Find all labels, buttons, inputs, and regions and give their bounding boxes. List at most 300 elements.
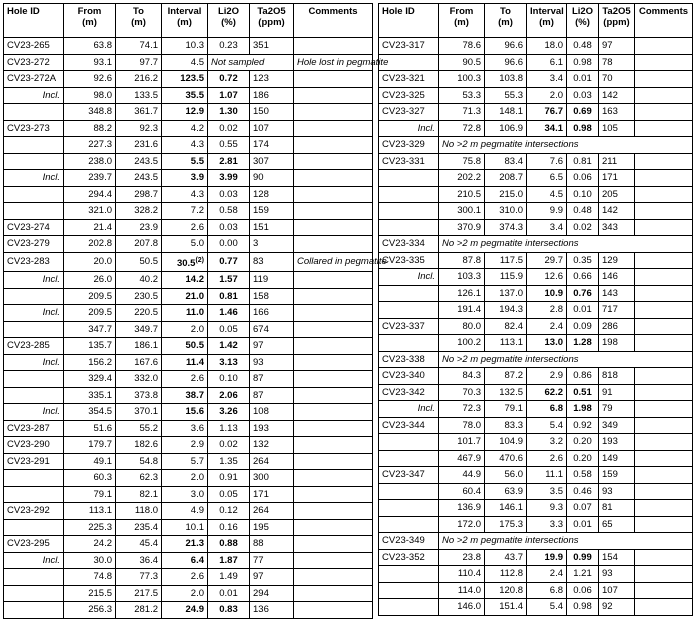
hole-id-cell: CV23-331: [379, 153, 439, 170]
to-cell: 220.5: [116, 305, 162, 322]
to-cell: 87.2: [485, 368, 527, 385]
interval-cell: [162, 338, 208, 355]
ta2o5-cell: 264: [250, 503, 294, 520]
from-cell: 354.5: [64, 404, 116, 421]
from-cell: 300.1: [439, 203, 485, 220]
ta2o5-cell: 171: [250, 486, 294, 503]
table-row: [4, 437, 373, 454]
hole-id-cell: Incl.: [4, 354, 64, 371]
table-row: [4, 486, 373, 503]
from-cell: 20.0: [64, 252, 116, 272]
hole-id-cell: CV23-338: [379, 351, 439, 368]
comment-cell: [294, 585, 373, 602]
to-cell: 104.9: [485, 434, 527, 451]
comment-cell: [635, 483, 693, 500]
to-cell: 182.6: [116, 437, 162, 454]
ta2o5-cell: 90: [250, 170, 294, 187]
interval-cell: [162, 453, 208, 470]
hole-id-cell: CV23-273: [4, 120, 64, 137]
comment-cell: [294, 602, 373, 619]
interval-value: 29.7: [544, 254, 563, 266]
interval-cell: [162, 470, 208, 487]
interval-value: 3.4: [549, 221, 563, 233]
comment-cell: [294, 87, 373, 104]
to-cell: 332.0: [116, 371, 162, 388]
from-cell: 93.1: [64, 54, 116, 71]
to-cell: 230.5: [116, 288, 162, 305]
ta2o5-cell: 129: [599, 252, 635, 269]
comment-cell: [294, 536, 373, 553]
hole-id-cell: [4, 569, 64, 586]
interval-value: 15.6: [185, 406, 204, 418]
hole-id-cell: Incl.: [4, 272, 64, 289]
table-row: [4, 272, 373, 289]
ta2o5-cell: 307: [250, 153, 294, 170]
table-row: [379, 153, 693, 170]
to-cell: 113.1: [485, 335, 527, 352]
header-from: From (m): [439, 4, 485, 38]
hole-id-cell: CV23-342: [379, 384, 439, 401]
ta2o5-cell: 186: [250, 87, 294, 104]
to-cell: 77.3: [116, 569, 162, 586]
from-cell: 156.2: [64, 354, 116, 371]
ta2o5-cell: 205: [599, 186, 635, 203]
li2o-cell: 2.81: [208, 153, 250, 170]
no-intersection-note: No >2 m pegmatite intersections: [439, 351, 693, 368]
to-cell: 83.3: [485, 417, 527, 434]
from-cell: 49.1: [64, 453, 116, 470]
from-cell: 63.8: [64, 38, 116, 55]
hole-id-cell: Incl.: [4, 305, 64, 322]
li2o-cell: 0.58: [208, 203, 250, 220]
interval-cell: [162, 420, 208, 437]
ta2o5-cell: 93: [599, 566, 635, 583]
comment-cell: [635, 566, 693, 583]
interval-value: 9.3: [549, 502, 563, 513]
interval-cell: [162, 305, 208, 322]
interval-value: 2.0: [549, 89, 563, 101]
li2o-cell: 0.05: [208, 321, 250, 338]
table-row: [4, 186, 373, 203]
ta2o5-cell: 264: [250, 453, 294, 470]
from-cell: 110.4: [439, 566, 485, 583]
ta2o5-cell: 159: [250, 203, 294, 220]
interval-value: 21.3: [185, 538, 204, 550]
to-cell: 231.6: [116, 137, 162, 154]
interval-cell: [527, 170, 567, 187]
interval-cell: [162, 203, 208, 220]
hole-id-cell: [4, 602, 64, 619]
interval-value: 9.9: [549, 205, 563, 216]
table-row: [4, 104, 373, 121]
to-cell: 40.2: [116, 272, 162, 289]
li2o-cell: 0.01: [567, 71, 599, 88]
hole-id-cell: CV23-344: [379, 417, 439, 434]
li2o-cell: 0.77: [208, 252, 250, 272]
interval-value: 2.0: [190, 472, 204, 484]
hole-id-cell: CV23-340: [379, 368, 439, 385]
hole-id-cell: CV23-285: [4, 338, 64, 355]
ta2o5-cell: 166: [250, 305, 294, 322]
li2o-cell: 0.01: [567, 516, 599, 533]
from-cell: 329.4: [64, 371, 116, 388]
hole-id-cell: Incl.: [4, 404, 64, 421]
hole-id-cell: CV23-295: [4, 536, 64, 553]
header-interval: Interval (m): [162, 4, 208, 38]
interval-cell: [162, 170, 208, 187]
interval-value: 11.1: [545, 469, 563, 480]
comment-cell: [635, 450, 693, 467]
interval-cell: [527, 71, 567, 88]
from-cell: 347.7: [64, 321, 116, 338]
from-cell: 80.0: [439, 318, 485, 335]
li2o-cell: 0.03: [208, 186, 250, 203]
hole-id-cell: CV23-329: [379, 137, 439, 154]
hole-id-cell: CV23-291: [4, 453, 64, 470]
interval-value: 5.4: [549, 601, 563, 612]
table-row: [4, 536, 373, 553]
to-cell: 217.5: [116, 585, 162, 602]
not-sampled-note: Not sampled: [208, 54, 294, 71]
interval-value: 11.0: [186, 307, 204, 319]
from-cell: 370.9: [439, 219, 485, 236]
comment-cell: [635, 434, 693, 451]
interval-cell: [162, 569, 208, 586]
interval-cell: [162, 186, 208, 203]
to-cell: 63.9: [485, 483, 527, 500]
from-cell: 90.5: [439, 54, 485, 71]
interval-value: 2.6: [190, 373, 204, 385]
li2o-cell: 0.76: [567, 285, 599, 302]
interval-value: 10.3: [185, 40, 204, 51]
table-row: [4, 87, 373, 104]
interval-value: 76.7: [544, 106, 563, 117]
header-hole-id: Hole ID: [379, 4, 439, 38]
header-to: To (m): [485, 4, 527, 38]
table-row: [4, 219, 373, 236]
from-cell: 78.6: [439, 38, 485, 55]
comment-cell: [294, 153, 373, 170]
interval-cell: [162, 585, 208, 602]
hole-id-cell: CV23-334: [379, 236, 439, 253]
li2o-cell: 0.01: [208, 585, 250, 602]
interval-cell: [527, 104, 567, 121]
interval-value: 3.5: [549, 485, 563, 497]
table-row: [379, 236, 693, 253]
ta2o5-cell: 174: [250, 137, 294, 154]
ta2o5-cell: 198: [599, 335, 635, 352]
interval-cell: [162, 354, 208, 371]
comment-cell: Collared in pegmatite: [294, 252, 373, 272]
interval-cell: [527, 450, 567, 467]
ta2o5-cell: 674: [250, 321, 294, 338]
hole-id-cell: Incl.: [4, 552, 64, 569]
table-row: [379, 120, 693, 137]
hole-id-cell: CV23-325: [379, 87, 439, 104]
comment-cell: [294, 305, 373, 322]
table-row: [4, 120, 373, 137]
hole-id-cell: CV23-337: [379, 318, 439, 335]
table-header-row: [379, 4, 693, 38]
comment-cell: [294, 338, 373, 355]
interval-cell: [162, 38, 208, 55]
li2o-cell: 0.07: [567, 500, 599, 517]
header-li2o: Li2O (%): [208, 4, 250, 38]
comment-cell: [294, 569, 373, 586]
hole-id-cell: CV23-292: [4, 503, 64, 520]
to-cell: 112.8: [485, 566, 527, 583]
table-row: [4, 602, 373, 619]
interval-value: 4.5: [549, 188, 563, 200]
comment-cell: [635, 500, 693, 517]
hole-id-cell: [379, 516, 439, 533]
interval-value: 50.5: [185, 340, 204, 352]
li2o-cell: 0.98: [567, 120, 599, 137]
table-row: [4, 503, 373, 520]
interval-value: 6.5: [549, 172, 563, 183]
li2o-cell: 0.05: [208, 486, 250, 503]
hole-id-cell: [4, 486, 64, 503]
interval-value: 2.8: [549, 304, 563, 315]
interval-value: 12.6: [544, 271, 563, 282]
interval-value: 123.5: [180, 73, 204, 84]
table-row: [379, 71, 693, 88]
table-row: [379, 285, 693, 302]
li2o-cell: 1.28: [567, 335, 599, 352]
table-row: [379, 483, 693, 500]
from-cell: 113.1: [64, 503, 116, 520]
li2o-cell: 1.98: [567, 401, 599, 418]
header-comments: Comments: [294, 4, 373, 38]
hole-id-cell: CV23-352: [379, 549, 439, 566]
li2o-cell: 0.10: [208, 371, 250, 388]
interval-cell: [162, 486, 208, 503]
comment-cell: [294, 137, 373, 154]
ta2o5-cell: 88: [250, 536, 294, 553]
from-cell: 239.7: [64, 170, 116, 187]
interval-value: 19.9: [544, 551, 563, 563]
li2o-cell: 3.99: [208, 170, 250, 187]
interval-value: 3.3: [549, 518, 563, 530]
to-cell: 186.1: [116, 338, 162, 355]
interval-value: 2.6: [190, 571, 204, 583]
interval-cell: [162, 87, 208, 104]
to-cell: 74.1: [116, 38, 162, 55]
hole-id-cell: CV23-283: [4, 252, 64, 272]
ta2o5-cell: 818: [599, 368, 635, 385]
interval-value: 5.0: [190, 238, 204, 249]
li2o-cell: 0.98: [567, 599, 599, 616]
footnote-marker: (2): [195, 256, 204, 264]
ta2o5-cell: 142: [599, 203, 635, 220]
ta2o5-cell: 83: [250, 252, 294, 272]
interval-value: 5.7: [190, 455, 204, 467]
from-cell: 78.0: [439, 417, 485, 434]
interval-cell: [527, 549, 567, 566]
hole-id-cell: CV23-272A: [4, 71, 64, 88]
ta2o5-cell: 150: [250, 104, 294, 121]
interval-cell: [527, 384, 567, 401]
interval-cell: [162, 321, 208, 338]
interval-cell: [162, 104, 208, 121]
from-cell: 202.2: [439, 170, 485, 187]
comment-cell: [635, 318, 693, 335]
hole-id-cell: CV23-265: [4, 38, 64, 55]
to-cell: 62.3: [116, 470, 162, 487]
hole-id-cell: Incl.: [4, 170, 64, 187]
comment-cell: [294, 219, 373, 236]
interval-value: 4.9: [190, 505, 204, 517]
interval-cell: [527, 599, 567, 616]
comment-cell: [635, 368, 693, 385]
comment-cell: [294, 354, 373, 371]
table-row: [4, 552, 373, 569]
comment-cell: [294, 203, 373, 220]
from-cell: 44.9: [439, 467, 485, 484]
interval-cell: [527, 269, 567, 286]
li2o-cell: 1.07: [208, 87, 250, 104]
from-cell: 100.2: [439, 335, 485, 352]
to-cell: 216.2: [116, 71, 162, 88]
table-row: [379, 252, 693, 269]
from-cell: 467.9: [439, 450, 485, 467]
ta2o5-cell: 171: [599, 170, 635, 187]
interval-value: 13.0: [544, 337, 563, 348]
comment-cell: [635, 599, 693, 616]
comment-cell: [635, 186, 693, 203]
table-header-row: [4, 4, 373, 38]
table-row: [379, 401, 693, 418]
from-cell: 348.8: [64, 104, 116, 121]
from-cell: 87.8: [439, 252, 485, 269]
interval-cell: [162, 552, 208, 569]
from-cell: 100.3: [439, 71, 485, 88]
table-row: [379, 269, 693, 286]
table-row: [379, 203, 693, 220]
li2o-cell: 2.06: [208, 387, 250, 404]
to-cell: 79.1: [485, 401, 527, 418]
interval-value: 2.0: [190, 587, 204, 599]
to-cell: 194.3: [485, 302, 527, 319]
interval-cell: [162, 536, 208, 553]
to-cell: 54.8: [116, 453, 162, 470]
table-row: [379, 434, 693, 451]
to-cell: 55.2: [116, 420, 162, 437]
comment-cell: [635, 549, 693, 566]
hole-id-cell: [379, 285, 439, 302]
table-row: [379, 516, 693, 533]
table-row: [4, 404, 373, 421]
hole-id-cell: [379, 566, 439, 583]
interval-cell: [162, 236, 208, 253]
to-cell: 23.9: [116, 219, 162, 236]
hole-id-cell: [379, 599, 439, 616]
ta2o5-cell: 343: [599, 219, 635, 236]
hole-id-cell: CV23-327: [379, 104, 439, 121]
hole-id-cell: [4, 186, 64, 203]
comment-cell: [294, 371, 373, 388]
table-row: [379, 549, 693, 566]
interval-value: 2.9: [190, 439, 204, 451]
ta2o5-cell: 65: [599, 516, 635, 533]
table-row: [379, 104, 693, 121]
table-row: [4, 420, 373, 437]
ta2o5-cell: 87: [250, 387, 294, 404]
table-row: [4, 137, 373, 154]
from-cell: 71.3: [439, 104, 485, 121]
li2o-cell: 0.99: [567, 549, 599, 566]
table-row: [4, 288, 373, 305]
li2o-cell: 1.21: [567, 566, 599, 583]
interval-value: 34.1: [544, 122, 563, 134]
ta2o5-cell: 132: [250, 437, 294, 454]
table-row: [4, 305, 373, 322]
to-cell: 243.5: [116, 170, 162, 187]
comment-cell: [635, 170, 693, 187]
hole-id-cell: [379, 203, 439, 220]
to-cell: 167.6: [116, 354, 162, 371]
table-row: [379, 368, 693, 385]
comment-cell: [635, 153, 693, 170]
interval-cell: 4.5: [162, 54, 208, 71]
comment-cell: [294, 104, 373, 121]
from-cell: 103.3: [439, 269, 485, 286]
interval-cell: [162, 153, 208, 170]
table-row: [379, 186, 693, 203]
comment-cell: [294, 404, 373, 421]
from-cell: 238.0: [64, 153, 116, 170]
to-cell: 310.0: [485, 203, 527, 220]
table-row: [379, 87, 693, 104]
from-cell: 114.0: [439, 582, 485, 599]
interval-cell: [162, 503, 208, 520]
interval-cell: [162, 519, 208, 536]
comment-cell: [635, 417, 693, 434]
interval-value: 3.9: [190, 172, 204, 183]
table-row: [4, 252, 373, 272]
to-cell: 281.2: [116, 602, 162, 619]
table-row: [379, 219, 693, 236]
comment-cell: [635, 87, 693, 104]
hole-id-cell: [379, 219, 439, 236]
li2o-cell: 0.58: [567, 467, 599, 484]
to-cell: 151.4: [485, 599, 527, 616]
from-cell: 210.5: [439, 186, 485, 203]
interval-cell: [527, 417, 567, 434]
to-cell: 132.5: [485, 384, 527, 401]
ta2o5-cell: 163: [599, 104, 635, 121]
comment-cell: [635, 71, 693, 88]
interval-cell: [527, 335, 567, 352]
ta2o5-cell: 105: [599, 120, 635, 137]
from-cell: 209.5: [64, 288, 116, 305]
comment-cell: [294, 437, 373, 454]
interval-cell: [527, 219, 567, 236]
table-row: [4, 153, 373, 170]
li2o-cell: 0.92: [567, 417, 599, 434]
from-cell: 215.5: [64, 585, 116, 602]
table-row: [4, 338, 373, 355]
from-cell: 202.8: [64, 236, 116, 253]
hole-id-cell: [379, 335, 439, 352]
ta2o5-cell: 91: [599, 384, 635, 401]
interval-value: 5.4: [549, 419, 563, 431]
ta2o5-cell: 151: [250, 219, 294, 236]
to-cell: 207.8: [116, 236, 162, 253]
table-row: [4, 170, 373, 187]
no-intersection-note: No >2 m pegmatite intersections: [439, 137, 693, 154]
header-ta2o5: Ta2O5 (ppm): [599, 4, 635, 38]
